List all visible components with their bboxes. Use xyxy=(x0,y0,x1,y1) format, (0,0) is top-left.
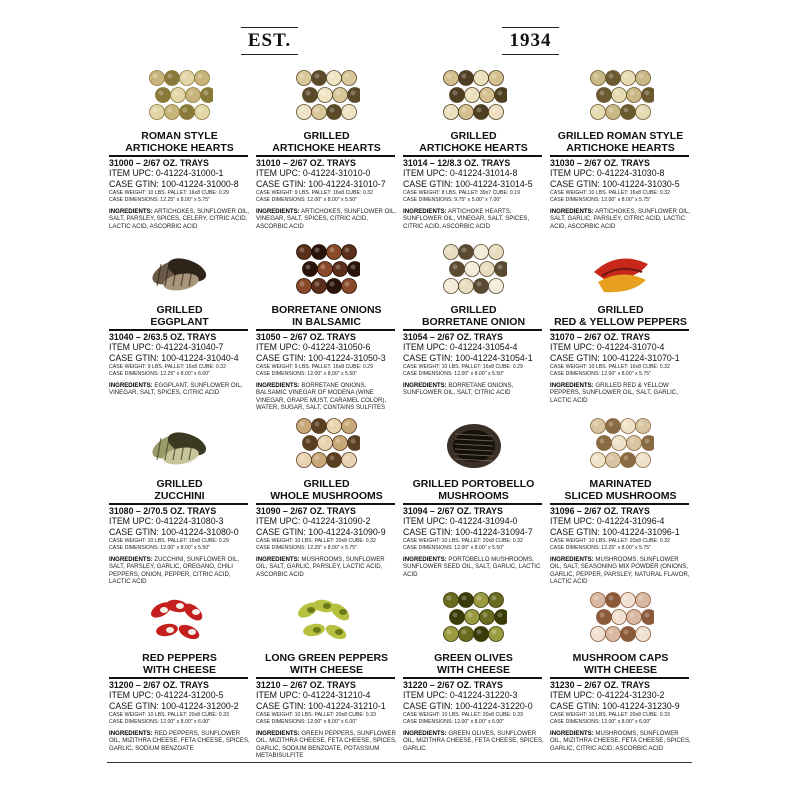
ingredients xyxy=(109,208,250,230)
ingredients-label: INGREDIENTS: xyxy=(550,382,594,389)
item-upc: ITEM UPC: 0-41224-31040-7 xyxy=(109,342,224,353)
case-dimensions: CASE DIMENSIONS: 12.25" x 8.00" x 6.00" xyxy=(109,370,210,377)
title-divider xyxy=(256,329,395,331)
case-weight-pallet-cube: CASE WEIGHT: 10 LBS. PALLET: 16x8 CUBE: 0.32 xyxy=(550,364,670,370)
product-title-line: ZUCCHINI xyxy=(154,490,205,502)
product-card xyxy=(548,240,695,414)
ingredients-label: INGREDIENTS: xyxy=(403,208,447,215)
onion-icon xyxy=(294,242,360,300)
green-pepper-icon xyxy=(294,590,360,648)
product-card xyxy=(254,66,401,240)
product-title-line: LONG GREEN PEPPERS xyxy=(264,652,389,664)
product-title-line: GRILLED ROMAN STYLE xyxy=(557,130,684,142)
case-gtin: CASE GTIN: 100-41224-31030-5 xyxy=(550,178,680,189)
ingredients xyxy=(256,730,397,759)
case-dimensions: CASE DIMENSIONS: 12.00" x 8.00" x 5.50" xyxy=(109,544,210,551)
item-upc: ITEM UPC: 0-41224-31230-2 xyxy=(550,690,665,701)
title-divider xyxy=(109,155,248,157)
ingredients xyxy=(550,208,691,230)
case-dimensions: CASE DIMENSIONS: 12.00" x 8.00" x 5.75" xyxy=(550,196,651,203)
product-card xyxy=(401,414,548,588)
product-title xyxy=(107,128,252,154)
product-title xyxy=(401,476,546,502)
item-upc: ITEM UPC: 0-41224-31014-8 xyxy=(403,168,518,179)
case-specs xyxy=(109,538,250,551)
ingredients-text: ARTICHOKES, SUNFLOWER OIL, SALT, PARSLEY, SPICES, CELERY, CITRIC ACID, LACTIC ACID, ASCORBIC ACID xyxy=(109,208,250,230)
product-title-line: GRILLED xyxy=(303,478,350,490)
ingredients-label: INGREDIENTS: xyxy=(256,730,300,737)
title-divider xyxy=(256,503,395,505)
product-sku: 31080 – 2/70.5 OZ. TRAYS xyxy=(109,506,217,516)
case-gtin: CASE GTIN: 100-41224-31050-3 xyxy=(256,352,386,363)
product-codes xyxy=(109,158,254,189)
case-specs xyxy=(256,364,397,377)
item-upc: ITEM UPC: 0-41224-31070-4 xyxy=(550,342,665,353)
case-specs xyxy=(256,712,397,725)
product-sku: 31230 – 2/67 OZ. TRAYS xyxy=(550,680,650,690)
case-dimensions: CASE DIMENSIONS: 12.00" x 8.00" x 6.00" xyxy=(550,718,651,725)
product-title-line: IN BALSAMIC xyxy=(292,316,361,328)
case-dimensions: CASE DIMENSIONS: 12.00" x 8.00" x 5.50" xyxy=(256,196,357,203)
product-codes xyxy=(109,506,254,537)
case-dimensions: CASE DIMENSIONS: 12.25" x 8.00" x 5.75" xyxy=(550,544,651,551)
case-specs xyxy=(403,364,544,377)
title-divider xyxy=(256,677,395,679)
case-weight-pallet-cube: CASE WEIGHT: 10 LBS. PALLET: 16x8 CUBE: 0.29 xyxy=(109,190,229,196)
case-dimensions: CASE DIMENSIONS: 12.00" x 8.00" x 5.50" xyxy=(256,370,357,377)
product-title xyxy=(548,302,693,328)
case-gtin: CASE GTIN: 100-41224-31096-1 xyxy=(550,526,680,537)
grilled-artichoke-icon xyxy=(441,68,507,126)
onion-icon xyxy=(441,242,507,300)
case-gtin: CASE GTIN: 100-41224-31014-5 xyxy=(403,178,533,189)
item-upc: ITEM UPC: 0-41224-31050-6 xyxy=(256,342,371,353)
ingredients-label: INGREDIENTS: xyxy=(550,208,594,215)
olive-icon xyxy=(441,590,507,648)
product-title-line: ARTICHOKE HEARTS xyxy=(125,142,234,154)
case-weight-pallet-cube: CASE WEIGHT: 10 LBS. PALLET: 20x8 CUBE: 0.32 xyxy=(403,538,523,544)
product-title xyxy=(401,302,546,328)
product-title-line: WITH CHEESE xyxy=(290,664,363,676)
product-sku: 31000 – 2/67 OZ. TRAYS xyxy=(109,158,209,168)
ingredients-text: ZUCCHINI, SUNFLOWER OIL, SALT, PARSLEY, GARLIC, OREGANO, CHILI PEPPERS, ONION, PEPPER, CITRIC ACID, LACTIC ACID xyxy=(109,556,240,585)
item-upc: ITEM UPC: 0-41224-31200-5 xyxy=(109,690,224,701)
product-card xyxy=(254,414,401,588)
product-card xyxy=(401,240,548,414)
ingredients-label: INGREDIENTS: xyxy=(256,208,300,215)
case-weight-pallet-cube: CASE WEIGHT: 9 LBS. PALLET: 16x8 CUBE: 0.29 xyxy=(256,364,373,370)
ingredients-label: INGREDIENTS: xyxy=(109,556,153,563)
title-divider xyxy=(550,503,689,505)
case-weight-pallet-cube: CASE WEIGHT: 9 LBS. PALLET: 16x8 CUBE: 0.32 xyxy=(256,190,373,196)
item-upc: ITEM UPC: 0-41224-31080-3 xyxy=(109,516,224,527)
product-sku: 31094 – 2/67 OZ. TRAYS xyxy=(403,506,503,516)
case-weight-pallet-cube: CASE WEIGHT: 8 LBS. PALLET: 39x7 CUBE: 0.19 xyxy=(403,190,520,196)
product-title-line: EGGPLANT xyxy=(150,316,209,328)
est-label: EST. xyxy=(241,30,298,52)
case-specs xyxy=(109,712,250,725)
ingredients-label: INGREDIENTS: xyxy=(109,382,153,389)
product-title-line: BORRETANE ONIONS xyxy=(271,304,382,316)
case-weight-pallet-cube: CASE WEIGHT: 10 LBS. PALLET: 20x8 CUBE: 0.33 xyxy=(550,712,670,718)
item-upc: ITEM UPC: 0-41224-31054-4 xyxy=(403,342,518,353)
ingredients-text: EGGPLANT, SUNFLOWER OIL, VINEGAR, SALT, SPICES, CITRIC ACID xyxy=(109,382,243,397)
product-card xyxy=(401,588,548,762)
case-specs xyxy=(550,538,691,551)
product-title xyxy=(548,476,693,502)
title-divider xyxy=(256,155,395,157)
product-card xyxy=(107,66,254,240)
product-title-line: SLICED MUSHROOMS xyxy=(564,490,677,502)
product-title xyxy=(548,650,693,676)
pepper-icon xyxy=(588,242,654,300)
case-dimensions: CASE DIMENSIONS: 12.00" x 8.00" x 5.50" xyxy=(403,370,504,377)
case-gtin: CASE GTIN: 100-41224-31054-1 xyxy=(403,352,533,363)
product-card xyxy=(254,240,401,414)
product-sku: 31014 – 12/8.3 OZ. TRAYS xyxy=(403,158,511,168)
ingredients-text: GREEN OLIVES, SUNFLOWER OIL, MIZITHRA CHEESE, FETA CHEESE, SPICES, GARLIC xyxy=(403,730,544,752)
case-dimensions: CASE DIMENSIONS: 12.00" x 8.00" x 5.50" xyxy=(403,544,504,551)
ingredients-text: GREEN PEPPERS, SUNFLOWER OIL, MIZITHRA CHEESE, FETA CHEESE, SPICES, GARLIC, SODIUM BENZOATE, POTASSIUM METABISULFITE xyxy=(256,730,397,759)
product-card xyxy=(107,414,254,588)
item-upc: ITEM UPC: 0-41224-31000-1 xyxy=(109,168,224,179)
ingredients xyxy=(256,382,397,411)
ingredients-text: ARTICHOKE HEARTS, SUNFLOWER OIL, VINEGAR, SALT, SPICES, CITRIC ACID, ASCORBIC ACID xyxy=(403,208,530,230)
zucchini-icon xyxy=(147,416,213,474)
title-divider xyxy=(550,329,689,331)
product-title-line: GRILLED xyxy=(156,304,203,316)
case-weight-pallet-cube: CASE WEIGHT: 10 LBS. PALLET: 20x8 CUBE: 0.32 xyxy=(550,538,670,544)
title-divider xyxy=(109,503,248,505)
case-weight-pallet-cube: CASE WEIGHT: 9 LBS. PALLET: 16x8 CUBE: 0.32 xyxy=(109,364,226,370)
product-title xyxy=(401,128,546,154)
product-title-line: GRILLED xyxy=(156,478,203,490)
product-title xyxy=(107,476,252,502)
ingredients xyxy=(109,730,250,752)
ingredients-label: INGREDIENTS: xyxy=(403,382,447,389)
product-sku: 31090 – 2/67 OZ. TRAYS xyxy=(256,506,356,516)
product-sku: 31070 – 2/67 OZ. TRAYS xyxy=(550,332,650,342)
ingredients xyxy=(109,556,250,585)
item-upc: ITEM UPC: 0-41224-31220-3 xyxy=(403,690,518,701)
product-codes xyxy=(403,506,548,537)
product-codes xyxy=(550,506,695,537)
case-gtin: CASE GTIN: 100-41224-31230-9 xyxy=(550,700,680,711)
product-codes xyxy=(256,158,401,189)
product-title-line: BORRETANE ONION xyxy=(421,316,526,328)
case-gtin: CASE GTIN: 100-41224-31070-1 xyxy=(550,352,680,363)
ingredients-label: INGREDIENTS: xyxy=(256,556,300,563)
case-specs xyxy=(550,190,691,203)
product-sku: 31096 – 2/67 OZ. TRAYS xyxy=(550,506,650,516)
product-title xyxy=(401,650,546,676)
case-weight-pallet-cube: CASE WEIGHT: 10 LBS. PALLET: 20x8 CUBE: 0.33 xyxy=(256,712,376,718)
ingredients-label: INGREDIENTS: xyxy=(403,730,447,737)
product-title-line: WHOLE MUSHROOMS xyxy=(270,490,383,502)
year-label: 1934 xyxy=(502,30,559,52)
product-card xyxy=(254,588,401,762)
mushroom-icon xyxy=(294,416,360,474)
ingredients-label: INGREDIENTS: xyxy=(550,730,594,737)
ingredients-label: INGREDIENTS: xyxy=(550,556,594,563)
title-divider xyxy=(550,155,689,157)
case-specs xyxy=(403,712,544,725)
product-sku: 31054 – 2/67 OZ. TRAYS xyxy=(403,332,503,342)
product-codes xyxy=(109,332,254,363)
item-upc: ITEM UPC: 0-41224-31094-0 xyxy=(403,516,518,527)
product-sku: 31050 – 2/67 OZ. TRAYS xyxy=(256,332,356,342)
title-divider xyxy=(550,677,689,679)
product-title xyxy=(548,128,693,154)
title-divider xyxy=(403,329,542,331)
item-upc: ITEM UPC: 0-41224-31210-4 xyxy=(256,690,371,701)
ingredients xyxy=(550,730,691,752)
case-weight-pallet-cube: CASE WEIGHT: 10 LBS. PALLET: 20x8 CUBE: 0.32 xyxy=(256,538,376,544)
product-codes xyxy=(550,158,695,189)
product-title-line: WITH CHEESE xyxy=(143,664,216,676)
title-divider xyxy=(109,329,248,331)
product-title xyxy=(107,650,252,676)
product-title-line: ROMAN STYLE xyxy=(141,130,218,142)
case-gtin: CASE GTIN: 100-41224-31210-1 xyxy=(256,700,386,711)
case-dimensions: CASE DIMENSIONS: 12.00" x 8.00" x 5.75" xyxy=(550,370,651,377)
product-title-line: WITH CHEESE xyxy=(584,664,657,676)
product-sku: 31040 – 2/63.5 OZ. TRAYS xyxy=(109,332,217,342)
artichoke-icon xyxy=(147,68,213,126)
ingredients xyxy=(256,556,397,578)
product-title-line: GRILLED xyxy=(303,130,350,142)
product-codes xyxy=(256,680,401,711)
ingredients-text: MUSHROOMS, SUNFLOWER OIL, SALT, GARLIC, PARSLEY, LACTIC ACID, ASCORBIC ACID xyxy=(256,556,385,578)
product-sku: 31200 – 2/67 OZ. TRAYS xyxy=(109,680,209,690)
ingredients-text: BORRETANE ONIONS, SUNFLOWER OIL, SALT, CITRIC ACID xyxy=(403,382,514,397)
product-title xyxy=(254,128,399,154)
bottom-divider xyxy=(107,762,692,763)
product-codes xyxy=(109,680,254,711)
item-upc: ITEM UPC: 0-41224-31010-0 xyxy=(256,168,371,179)
ingredients-text: PORTOBELLO MUSHROOMS, SUNFLOWER SEED OIL, SALT, GARLIC, LACTIC ACID xyxy=(403,556,541,578)
product-title-line: GREEN OLIVES xyxy=(434,652,513,664)
product-title-line: GRILLED xyxy=(450,130,497,142)
case-dimensions: CASE DIMENSIONS: 9.75" x 5.00" x 7.00" xyxy=(403,196,502,203)
product-sku: 31220 – 2/67 OZ. TRAYS xyxy=(403,680,503,690)
ingredients-text: RED PEPPERS, SUNFLOWER OIL, MIZITHRA CHEESE, FETA CHEESE, SPICES, GARLIC, SODIUM BENZOATE xyxy=(109,730,250,752)
ingredients-label: INGREDIENTS: xyxy=(256,382,300,389)
mushroom-cap-icon xyxy=(588,590,654,648)
product-title-line: WITH CHEESE xyxy=(437,664,510,676)
product-card xyxy=(107,588,254,762)
portobello-icon xyxy=(441,416,507,474)
product-title-line: RED PEPPERS xyxy=(142,652,217,664)
case-gtin: CASE GTIN: 100-41224-31094-7 xyxy=(403,526,533,537)
product-card xyxy=(107,240,254,414)
case-specs xyxy=(109,364,250,377)
product-title-line: ARTICHOKE HEARTS xyxy=(566,142,675,154)
case-gtin: CASE GTIN: 100-41224-31010-7 xyxy=(256,178,386,189)
product-card xyxy=(548,588,695,762)
case-weight-pallet-cube: CASE WEIGHT: 10 LBS. PALLET: 20x8 CUBE: 0.33 xyxy=(109,712,229,718)
product-title-line: GRILLED xyxy=(450,304,497,316)
product-title xyxy=(254,476,399,502)
product-grid xyxy=(107,66,696,762)
case-gtin: CASE GTIN: 100-41224-31090-9 xyxy=(256,526,386,537)
case-gtin: CASE GTIN: 100-41224-31080-0 xyxy=(109,526,239,537)
product-codes xyxy=(403,332,548,363)
ingredients xyxy=(403,208,544,230)
case-gtin: CASE GTIN: 100-41224-31000-8 xyxy=(109,178,239,189)
item-upc: ITEM UPC: 0-41224-31030-8 xyxy=(550,168,665,179)
product-title-line: ARTICHOKE HEARTS xyxy=(419,142,528,154)
title-divider xyxy=(403,155,542,157)
ingredients xyxy=(550,556,691,585)
case-specs xyxy=(256,190,397,203)
product-sku: 31030 – 2/67 OZ. TRAYS xyxy=(550,158,650,168)
product-sku: 31210 – 2/67 OZ. TRAYS xyxy=(256,680,356,690)
sliced-mushroom-icon xyxy=(588,416,654,474)
product-codes xyxy=(256,506,401,537)
ingredients xyxy=(403,730,544,752)
ingredients-label: INGREDIENTS: xyxy=(109,208,153,215)
item-upc: ITEM UPC: 0-41224-31090-2 xyxy=(256,516,371,527)
artichoke-icon xyxy=(588,68,654,126)
product-codes xyxy=(550,680,695,711)
case-specs xyxy=(109,190,250,203)
case-dimensions: CASE DIMENSIONS: 12.25" x 8.00" x 5.75" xyxy=(109,196,210,203)
title-divider xyxy=(403,677,542,679)
product-title-line: ARTICHOKE HEARTS xyxy=(272,142,381,154)
product-sku: 31010 – 2/67 OZ. TRAYS xyxy=(256,158,356,168)
case-dimensions: CASE DIMENSIONS: 12.00" x 8.00" x 6.00" xyxy=(109,718,210,725)
product-title-line: MARINATED xyxy=(589,478,652,490)
title-divider xyxy=(109,677,248,679)
case-dimensions: CASE DIMENSIONS: 12.00" x 8.00" x 6.00" xyxy=(256,718,357,725)
case-weight-pallet-cube: CASE WEIGHT: 10 LBS. PALLET: 16x8 CUBE: 0.32 xyxy=(550,190,670,196)
title-divider xyxy=(403,503,542,505)
product-title-line: GRILLED xyxy=(597,304,644,316)
case-specs xyxy=(550,712,691,725)
ingredients xyxy=(109,382,250,397)
ingredients xyxy=(403,382,544,397)
case-weight-pallet-cube: CASE WEIGHT: 10 LBS. PALLET: 20x8 CUBE: 0.33 xyxy=(403,712,523,718)
case-dimensions: CASE DIMENSIONS: 12.25" x 8.00" x 5.75" xyxy=(256,544,357,551)
product-codes xyxy=(403,158,548,189)
case-specs xyxy=(403,190,544,203)
grilled-artichoke-icon xyxy=(294,68,360,126)
item-upc: ITEM UPC: 0-41224-31096-4 xyxy=(550,516,665,527)
ingredients-text: GRILLED RED & YELLOW PEPPERS, SUNFLOWER OIL, SALT, GARLIC, LACTIC ACID xyxy=(550,382,678,404)
case-specs xyxy=(403,538,544,551)
ingredients-text: MUSHROOMS, SUNFLOWER OIL, SALT, SEASONING MIX POWDER (ONIONS, GARLIC, PEPPER, PARSLEY, NATURAL FLAVOR, LACTIC ACID xyxy=(550,556,690,585)
product-title-line: MUSHROOMS xyxy=(438,490,509,502)
product-codes xyxy=(550,332,695,363)
product-codes xyxy=(256,332,401,363)
case-gtin: CASE GTIN: 100-41224-31220-0 xyxy=(403,700,533,711)
case-gtin: CASE GTIN: 100-41224-31200-2 xyxy=(109,700,239,711)
ingredients-text: ARTICHOKES, SUNFLOWER OIL, VINEGAR, SALT, SPICES, CITRIC ACID, ASCORBIC ACID xyxy=(256,208,397,230)
product-title-line: RED & YELLOW PEPPERS xyxy=(554,316,687,328)
ingredients xyxy=(403,556,544,578)
ingredients-label: INGREDIENTS: xyxy=(403,556,447,563)
ingredients xyxy=(550,382,691,404)
product-title-line: GRILLED PORTOBELLO xyxy=(412,478,535,490)
product-title xyxy=(254,302,399,328)
product-title xyxy=(254,650,399,676)
product-title xyxy=(107,302,252,328)
ingredients-text: MUSHROOMS, SUNFLOWER OIL, MIZITHRA CHEESE, FETA CHEESE, SPICES, GARLIC, CITRIC ACID, ASCORBIC ACID xyxy=(550,730,691,752)
case-dimensions: CASE DIMENSIONS: 12.00" x 8.00" x 6.00" xyxy=(403,718,504,725)
ingredients-text: ARTICHOKES, SUNFLOWER OIL, SALT, GARLIC, PARSLEY, CITRIC ACID, LACTIC ACID, ASCORBIC ACID xyxy=(550,208,691,230)
ingredients xyxy=(256,208,397,230)
product-title-line: MUSHROOM CAPS xyxy=(572,652,669,664)
case-specs xyxy=(256,538,397,551)
product-card xyxy=(548,66,695,240)
ingredients-label: INGREDIENTS: xyxy=(109,730,153,737)
eggplant-icon xyxy=(147,242,213,300)
product-card xyxy=(401,66,548,240)
stuffed-pepper-icon xyxy=(147,590,213,648)
case-specs xyxy=(550,364,691,377)
case-weight-pallet-cube: CASE WEIGHT: 10 LBS. PALLET: 16x8 CUBE: 0.29 xyxy=(109,538,229,544)
product-codes xyxy=(403,680,548,711)
ingredients-text: BORRETANE ONIONS, BALSAMIC VINEGAR OF MODENA (WINE VINEGAR, GRAPE MUST, CARAMEL COLOR), WATER, SUGAR, SALT, CONTAINS SULFITES xyxy=(256,382,387,411)
case-weight-pallet-cube: CASE WEIGHT: 10 LBS. PALLET: 16x8 CUBE: 0.29 xyxy=(403,364,523,370)
product-card xyxy=(548,414,695,588)
case-gtin: CASE GTIN: 100-41224-31040-4 xyxy=(109,352,239,363)
